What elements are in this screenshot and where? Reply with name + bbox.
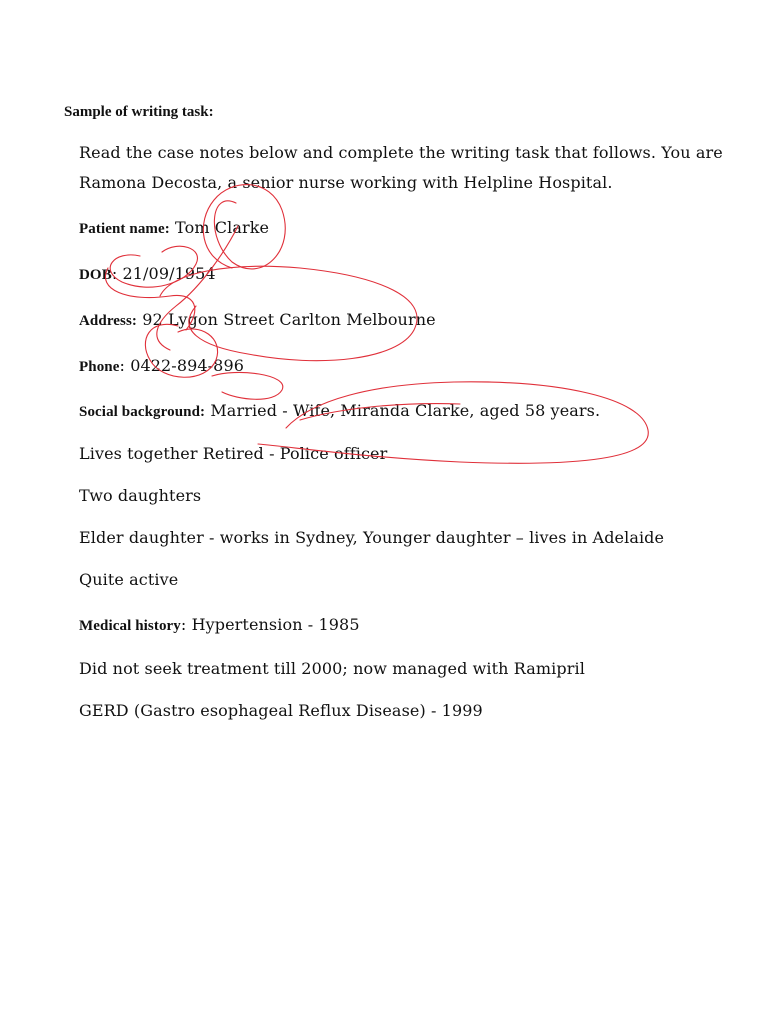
gerd-line: GERD (Gastro esophageal Reflux Disease) - 1999: [79, 701, 483, 720]
daughters-detail-line: Elder daughter - works in Sydney, Younger daughter – lives in Adelaide: [79, 528, 665, 547]
two-daughters-line: Two daughters: [79, 486, 202, 505]
medical-history-row: [79, 615, 360, 635]
medical-history-label: Medical history: [79, 618, 181, 634]
dob-value: : 21/09/1954: [111, 264, 216, 283]
lives-together-line: Lives together Retired - Police officer: [79, 444, 388, 463]
address-row: [79, 310, 436, 330]
patient-name-value: Tom Clarke: [169, 218, 270, 237]
social-background-label: Social background:: [79, 404, 206, 420]
patient-name-row: [79, 218, 269, 238]
intro-line-1: Read the case notes below and complete the writing task that follows. You are: [79, 143, 723, 162]
treatment-line: Did not seek treatment till 2000; now managed with Ramipril: [79, 659, 585, 678]
address-label: Address:: [79, 313, 138, 329]
phone-row: [79, 356, 244, 376]
document-heading: Sample of writing task:: [64, 104, 214, 120]
address-value: 92 Lygon Street Carlton Melbourne: [137, 310, 436, 329]
dob-label: DOB: [79, 267, 112, 283]
intro-line-2: Ramona Decosta, a senior nurse working with Helpline Hospital.: [79, 173, 613, 192]
social-background-value: Married - Wife, Miranda Clarke, aged 58 years.: [205, 401, 601, 420]
medical-history-value: : Hypertension - 1985: [180, 615, 360, 634]
social-background-row: [79, 401, 600, 421]
dob-row: [79, 264, 216, 284]
phone-value: : 0422-894-896: [119, 356, 245, 375]
patient-name-label: Patient name:: [79, 221, 170, 237]
phone-label: Phone: [79, 359, 120, 375]
quite-active-line: Quite active: [79, 570, 179, 589]
